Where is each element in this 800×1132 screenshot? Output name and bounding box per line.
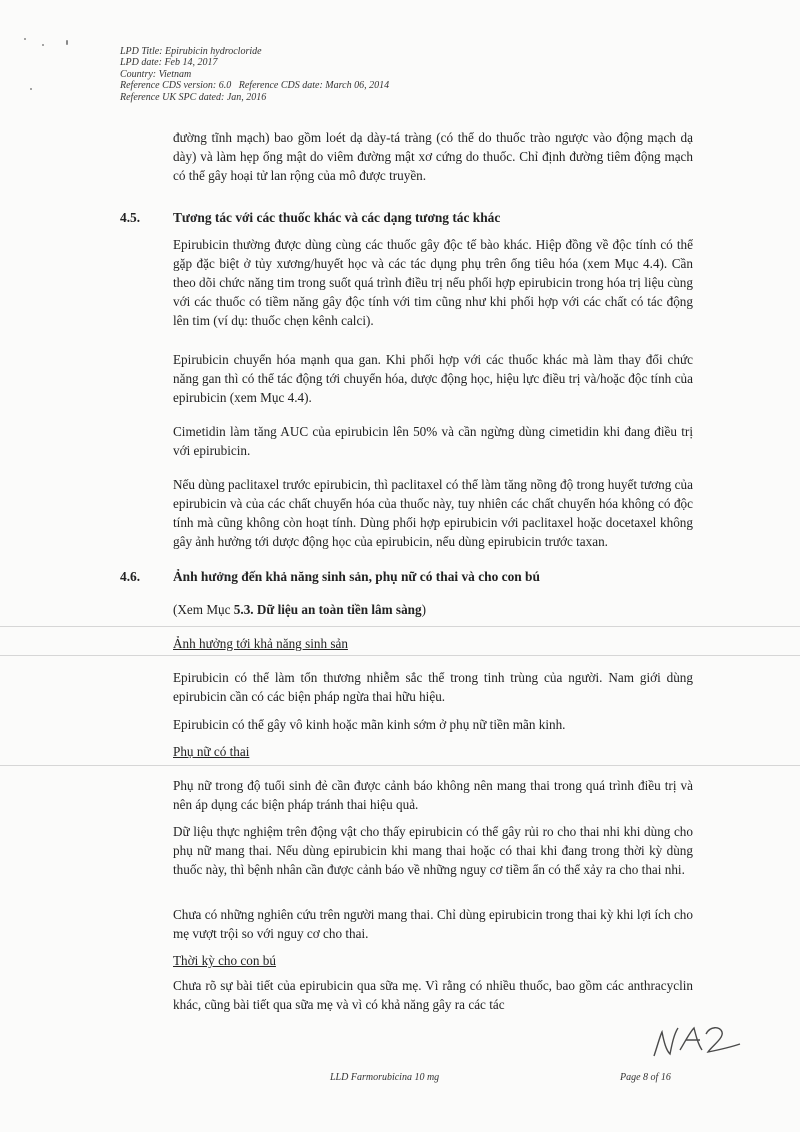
fertility-paragraph: Epirubicin có thể làm tổn thương nhiễm sắc thể trong tinh trùng của người. Nam giới dùng epirubicin cần có các biện pháp ngừa thai hữu hiệu. — [173, 670, 693, 704]
header-lpd-date: LPD date: Feb 14, 2017 — [120, 57, 218, 69]
pregnancy-paragraph: Phụ nữ trong độ tuổi sinh đẻ cần được cảnh báo không nên mang thai trong quá trình điều trị và nên áp dụng các biện pháp tránh thai hiệu quả. — [173, 778, 693, 812]
lactation-paragraph: Chưa rõ sự bài tiết của epirubicin qua sữa mẹ. Vì rằng có nhiều thuốc, bao gồm các anthracyclin khác, cũng bài tiết qua sữa mẹ và vì có khả năng gây ra các tác — [173, 978, 693, 1012]
handwritten-initials-signature — [648, 1020, 744, 1064]
document-header — [120, 46, 389, 103]
section-4-5-paragraph: Nếu dùng paclitaxel trước epirubicin, thì paclitaxel có thể làm tăng nồng độ trong huyết tương của epirubicin và của các chất chuyển hóa của thuốc này, tuy nhiên các chất chuyển hóa không có độc tính mà cũng không còn hoạt tính. Dùng phối hợp epirubicin với paclitaxel hoặc docetaxel không gây ảnh hưởng tới dược động học của epirubicin, nếu dùng epirubicin trước taxan. — [173, 477, 693, 549]
section-4-6-number: 4.6. — [120, 569, 141, 584]
pregnancy-heading: Phụ nữ có thai — [173, 744, 250, 759]
page-divider — [0, 655, 800, 656]
section-4-5-paragraph: Cimetidin làm tăng AUC của epirubicin lên 50% và cần ngừng dùng cimetidin khi đang điều trị với epirubicin. — [173, 424, 693, 458]
section-4-5-number: 4.5. — [120, 210, 141, 225]
page-divider — [0, 626, 800, 627]
section-4-5-title: Tương tác với các thuốc khác và các dạng tương tác khác — [173, 210, 501, 225]
footer-document-name: LLD Farmorubicina 10 mg — [330, 1072, 440, 1083]
scan-speck — [24, 38, 26, 40]
page-divider — [0, 765, 800, 766]
see-suffix: ) — [421, 602, 426, 617]
scan-speck — [30, 88, 32, 90]
pregnancy-paragraph: Dữ liệu thực nghiệm trên động vật cho thấy epirubicin có thể gây rủi ro cho thai nhi khi dùng cho phụ nữ mang thai. Nếu dùng epirubicin khi mang thai hoặc có thai khi đang trong thời kỳ dùng thuốc này, thì bệnh nhân cần được cảnh báo về những nguy cơ tiềm ẩn có thể xảy ra cho thai nhi. — [173, 824, 693, 877]
intro-paragraph: đường tĩnh mạch) bao gồm loét dạ dày-tá tràng (có thể do thuốc trào ngược vào động mạch dạ dày) và làm hẹp ống mật do viêm đường mật xơ cứng do thuốc. Chỉ định đường tiêm động mạch có thể gây hoại tử lan rộng của mô được truyền. — [173, 130, 693, 183]
see-section-bold: 5.3. Dữ liệu an toàn tiền lâm sàng — [233, 602, 422, 617]
fertility-heading: Ảnh hưởng tới khả năng sinh sản — [173, 636, 348, 651]
pregnancy-paragraph: Chưa có những nghiên cứu trên người mang thai. Chỉ dùng epirubicin trong thai kỳ khi lợi ích cho mẹ vượt trội so với nguy cơ cho thai. — [173, 907, 693, 941]
fertility-paragraph: Epirubicin có thể gây vô kinh hoặc mãn kinh sớm ở phụ nữ tiền mãn kinh. — [173, 717, 566, 732]
footer-page-number: Page 8 of 16 — [620, 1072, 671, 1083]
header-reference-cds: Reference CDS version: 6.0 Reference CDS date: March 06, 2014 — [120, 80, 390, 92]
header-country: Country: Vietnam — [120, 68, 192, 80]
section-4-5-paragraph: Epirubicin thường được dùng cùng các thuốc gây độc tế bào khác. Hiệp đồng về độc tính có thể gặp đặc biệt ở tủy xương/huyết học và các tác dụng phụ trên ống tiêu hóa (xem Mục 4.4). Cần theo dõi chức năng tim trong suốt quá trình điều trị nếu phối hợp epirubicin trong hóa trị liệu cùng với các thuốc có tiềm năng gây độc tính với tim cũng như khi phối hợp với các chất có tác động lên tim (ví dụ: thuốc chẹn kênh calci). — [173, 237, 693, 328]
header-reference-spc: Reference UK SPC dated: Jan, 2016 — [120, 91, 267, 103]
see-prefix: (Xem Mục — [173, 602, 234, 617]
see-section-note — [173, 600, 693, 619]
scan-speck — [66, 40, 68, 45]
section-4-6-title: Ảnh hưởng đến khả năng sinh sản, phụ nữ có thai và cho con bú — [173, 569, 540, 584]
section-4-5-paragraph: Epirubicin chuyển hóa mạnh qua gan. Khi phối hợp với các thuốc khác mà làm thay đổi chức năng gan thì có thể tác động tới chuyển hóa, dược động học, hiệu lực điều trị và/hoặc độc tính của epirubicin (xem Mục 4.4). — [173, 352, 693, 405]
header-lpd-title: LPD Title: Epirubicin hydrocloride — [120, 46, 262, 57]
scan-speck — [42, 44, 44, 46]
lactation-heading: Thời kỳ cho con bú — [173, 953, 276, 968]
